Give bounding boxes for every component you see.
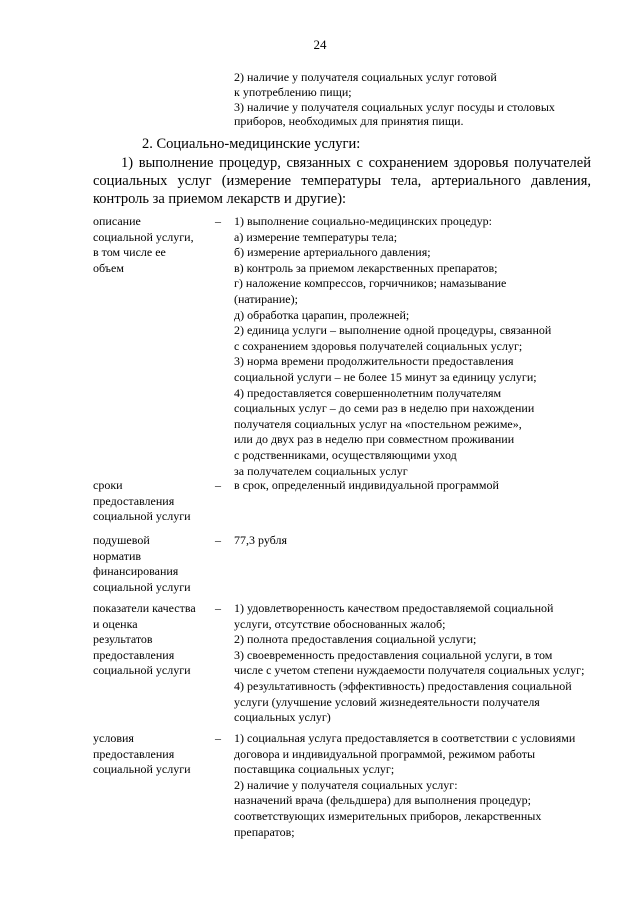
row-content <box>234 533 594 549</box>
label-line: результатов <box>93 632 153 647</box>
label-line: сроки <box>93 478 123 492</box>
row-dash: – <box>215 478 221 492</box>
intro-line: социальных услуг (измерение температуры тела, артериального давления, <box>93 173 591 189</box>
label-line: социальной услуги <box>93 509 191 524</box>
content-line: 4) предоставляется совершеннолетним получателям <box>234 385 502 400</box>
label-line: условия <box>93 731 134 745</box>
content-line: б) измерение артериального давления; <box>234 245 431 260</box>
content-line: услуги (улучшение условий жизнедеятельности получателя <box>234 694 540 709</box>
label-line: предоставления <box>93 746 175 761</box>
content-line: поставщика социальных услуг; <box>234 762 395 777</box>
label-line: норматив <box>93 548 142 563</box>
text-line: приборов, необходимых для принятия пищи. <box>234 114 464 129</box>
content-line: 3) своевременность предоставления социальной услуги, в том <box>234 647 553 662</box>
text-line: к употреблению пищи; <box>234 84 352 99</box>
intro-line: 1) выполнение процедур, связанных с сохранением здоровья получателей <box>121 155 591 171</box>
row-content <box>234 478 594 494</box>
label-line: описание <box>93 214 141 228</box>
content-line: 1) удовлетворенность качеством предоставляемой социальной <box>234 601 554 615</box>
content-line: социальных услуг – до семи раз в неделю при нахождении <box>234 401 535 416</box>
content-line: с родственниками, осуществляющими уход <box>234 447 457 462</box>
text-line: 2) наличие у получателя социальных услуг готовой <box>234 70 497 84</box>
row-label <box>93 214 211 276</box>
label-line: в том числе ее <box>93 245 166 260</box>
content-line: социальной услуги – не более 15 минут за единицу услуги; <box>234 369 537 384</box>
content-line: 77,3 рубля <box>234 533 287 547</box>
label-line: подушевой <box>93 533 150 547</box>
content-line: 1) социальная услуга предоставляется в соответствии с условиями <box>234 731 576 745</box>
row-content <box>234 731 594 840</box>
content-line: с сохранением здоровья получателей социальных услуг; <box>234 338 523 353</box>
intro-paragraph <box>93 154 591 208</box>
content-line: г) наложение компрессов, горчичников; намазывание <box>234 276 507 291</box>
content-line: за получателем социальных услуг <box>234 463 408 478</box>
content-line: 2) единица услуги – выполнение одной процедуры, связанной <box>234 323 552 338</box>
text-line: 3) наличие у получателя социальных услуг посуды и столовых <box>234 99 555 114</box>
intro-line: контроль за приемом лекарств и другие): <box>93 191 347 207</box>
label-line: показатели качества <box>93 601 196 615</box>
content-line: договора и индивидуальной программой, режимом работы <box>234 746 536 761</box>
label-line: финансирования <box>93 564 179 579</box>
row-dash: – <box>215 214 221 228</box>
label-line: объем <box>93 260 124 275</box>
row-content <box>234 601 594 726</box>
page-number: 24 <box>313 37 327 52</box>
row-label <box>93 533 211 595</box>
content-line: в) контроль за приемом лекарственных препаратов; <box>234 260 498 275</box>
content-line: а) измерение температуры тела; <box>234 229 398 244</box>
row-label <box>93 478 211 525</box>
content-line: 2) наличие у получателя социальных услуг: <box>234 777 458 792</box>
label-line: предоставления <box>93 493 175 508</box>
row-dash: – <box>215 731 221 745</box>
row-label <box>93 601 211 679</box>
content-line: 3) норма времени продолжительности предоставления <box>234 354 514 369</box>
row-label <box>93 731 211 778</box>
content-line: д) обработка царапин, пролежней; <box>234 307 410 322</box>
content-line: или до двух раз в неделю при совместном проживании <box>234 432 515 447</box>
row-content <box>234 214 594 479</box>
label-line: предоставления <box>93 647 175 662</box>
content-line: получателя социальных услуг на «постельном режиме», <box>234 416 522 431</box>
label-line: социальной услуги <box>93 762 191 777</box>
content-line: (натирание); <box>234 291 298 306</box>
label-line: социальной услуги <box>93 579 191 594</box>
content-line: в срок, определенный индивидуальной программой <box>234 478 499 492</box>
row-dash: – <box>215 601 221 615</box>
section-title: 2. Социально-медицинские услуги: <box>142 136 361 152</box>
content-line: числе с учетом степени нуждаемости получателя социальных услуг; <box>234 663 585 678</box>
label-line: социальной услуги, <box>93 229 194 244</box>
content-line: соответствующих измерительных приборов, лекарственных <box>234 808 542 823</box>
content-line: 2) полнота предоставления социальной услуги; <box>234 632 477 647</box>
content-line: услуги, отсутствие обоснованных жалоб; <box>234 616 446 631</box>
top-continuation <box>234 70 594 129</box>
content-line: социальных услуг) <box>234 710 331 725</box>
content-line: назначений врача (фельдшера) для выполнения процедур; <box>234 793 531 808</box>
content-line: 1) выполнение социально-медицинских процедур: <box>234 214 492 228</box>
content-line: препаратов; <box>234 824 295 839</box>
content-line: 4) результативность (эффективность) предоставления социальной <box>234 678 572 693</box>
label-line: социальной услуги <box>93 663 191 678</box>
row-dash: – <box>215 533 221 547</box>
label-line: и оценка <box>93 616 138 631</box>
